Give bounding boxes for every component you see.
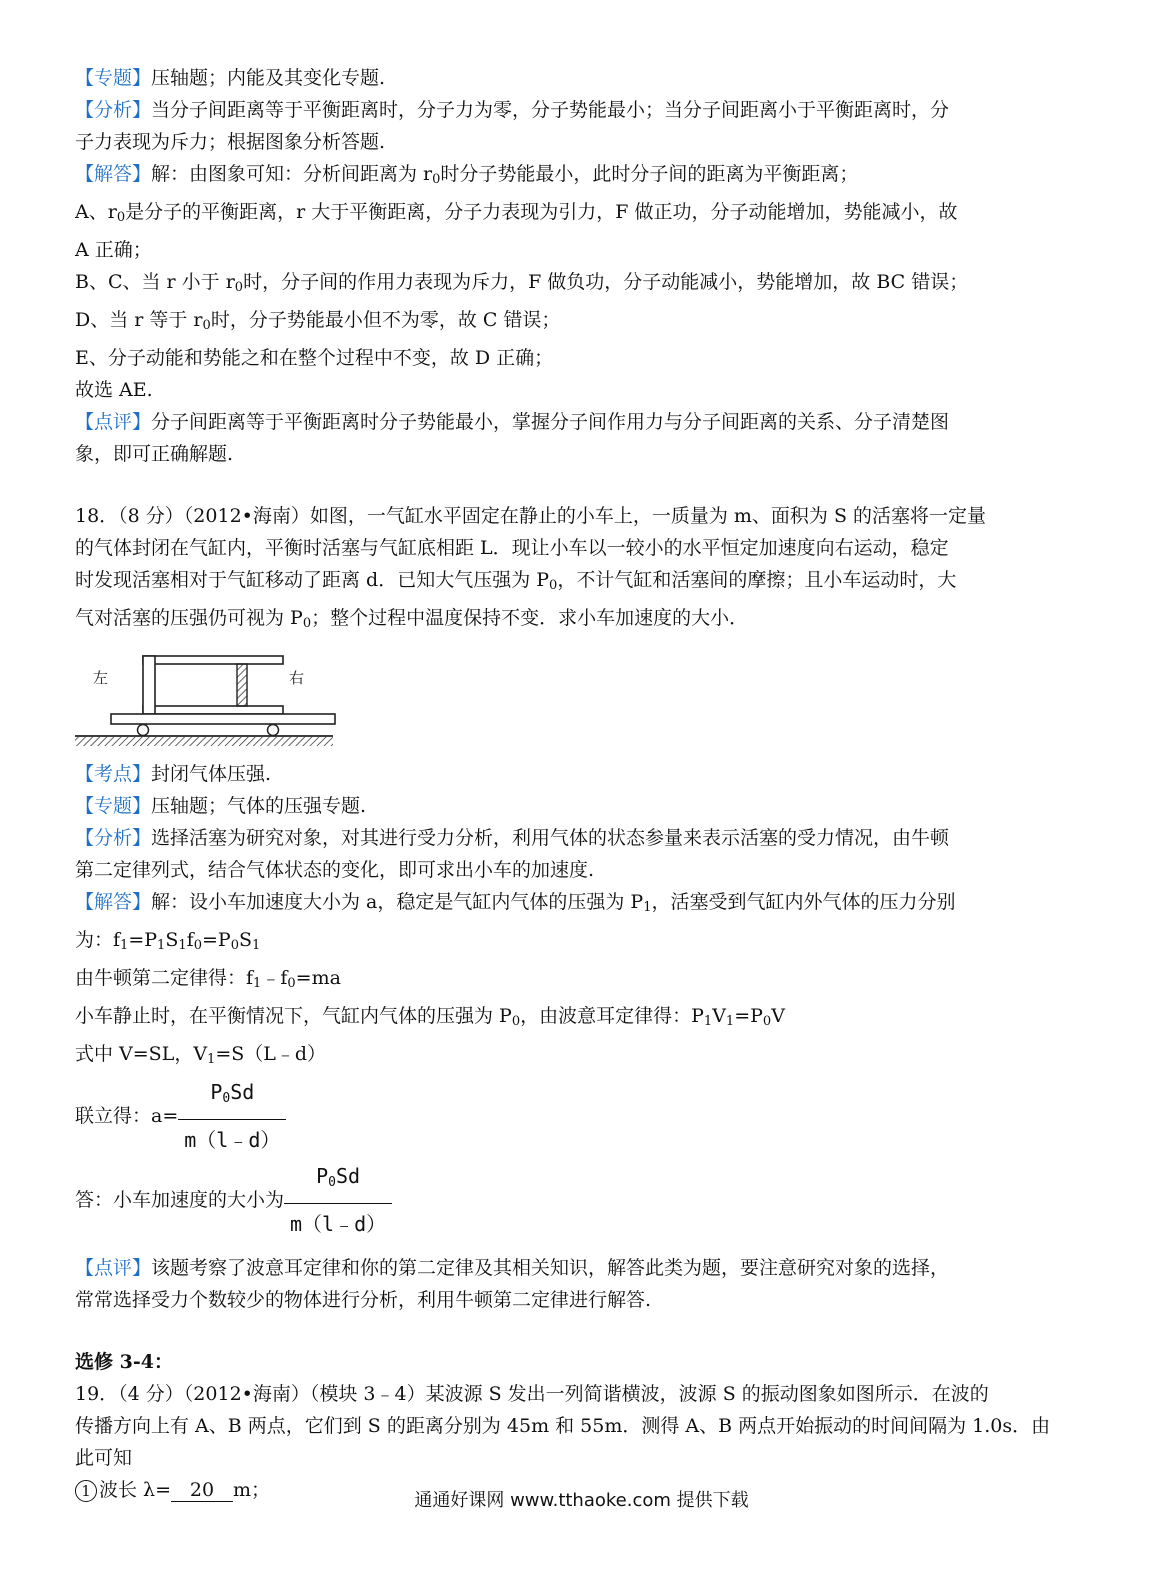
combined-result: 联立得：a= $\frac{P_0Sd}{m(l﹣d)}$ bbox=[75, 1076, 1085, 1156]
cylinder-cart-figure bbox=[75, 648, 345, 752]
final-answer: 答：小车加速度的大小为 $\frac{P_0Sd}{m(l﹣d)}$ bbox=[75, 1160, 1085, 1240]
tag-topic: 【专题】 bbox=[75, 67, 152, 89]
tag-point: 【考点】 bbox=[75, 763, 152, 785]
spacer bbox=[75, 470, 1085, 500]
wheel-left bbox=[138, 725, 149, 736]
section-heading: 选修 3-4： bbox=[75, 1351, 173, 1373]
text-line: A 正确； bbox=[75, 239, 152, 261]
zt-line: 【专题】压轴题；气体的压强专题. bbox=[75, 795, 367, 817]
fraction-numerator: $P_0Sd$ bbox=[178, 1075, 286, 1120]
cylinder-bottom-wall bbox=[143, 706, 283, 714]
text-line: D、当 r 等于 $r_0$时，分子势能最小但不为零，故 C 错误； bbox=[75, 309, 561, 333]
text-line: 象，即可正确解题. bbox=[75, 443, 234, 465]
tag-topic: 【专题】 bbox=[75, 795, 152, 817]
equation-line: 为：$f_1=P_1S_1f_0=P_0S_1$ bbox=[75, 929, 261, 953]
tag-analysis: 【分析】 bbox=[75, 99, 152, 121]
text-line: A、$r_0$是分子的平衡距离，r 大于平衡距离，分子力表现为引力，F 做正功，分子动能增加，势能减小，故 bbox=[75, 201, 958, 225]
kd-line: 【考点】封闭气体压强. bbox=[75, 763, 272, 785]
fx-line-1: 【分析】当分子间距离等于平衡距离时，分子力为零，分子势能最小；当分子间距离小于平衡距离时，分 bbox=[75, 99, 950, 121]
tag-answer: 【解答】 bbox=[75, 891, 152, 913]
jd-line-1: 【解答】解：由图象可知：分析间距离为 $r_0$时分子势能最小，此时分子间的距离为平衡距离； bbox=[75, 163, 859, 187]
tag-analysis: 【分析】 bbox=[75, 827, 152, 849]
tag-comment: 【点评】 bbox=[75, 411, 152, 433]
page-footer: 通通好课网 www.tthaoke.com 提供下载 bbox=[414, 1490, 749, 1511]
text-line: 故选 AE. bbox=[75, 379, 153, 401]
question-18-line: 18．（8 分）（2012•海南）如图，一气缸水平固定在静止的小车上，一质量为 m、面积为 S 的活塞将一定量 bbox=[75, 505, 987, 527]
cylinder-top-wall bbox=[143, 656, 283, 664]
text-line: 子力表现为斥力；根据图象分析答题. bbox=[75, 131, 386, 153]
fraction-denominator: m（l﹣d） bbox=[184, 1128, 281, 1152]
answer-blank: 20 bbox=[171, 1479, 233, 1502]
text-line: 常常选择受力个数较少的物体进行分析，利用牛顿第二定律进行解答. bbox=[75, 1289, 652, 1311]
question-18-line: 的气体封闭在气缸内，平衡时活塞与气缸底相距 L．现让小车以一较小的水平恒定加速度向右运动，稳定 bbox=[75, 537, 949, 559]
question-18-line: 气对活塞的压强仍可视为 $P_0$；整个过程中温度保持不变．求小车加速度的大小． bbox=[75, 607, 749, 631]
piston bbox=[237, 664, 247, 706]
question-19-line: 此可知 bbox=[75, 1447, 133, 1469]
tag-answer: 【解答】 bbox=[75, 163, 152, 185]
cylinder-base bbox=[143, 656, 155, 714]
question-19-line: 19．（4 分）（2012•海南）（模块 3﹣4）某波源 S 发出一列简谐横波，波源 S 的振动图象如图所示．在波的 bbox=[75, 1383, 989, 1405]
equation-line: 由牛顿第二定律得：$f_1﹣f_0=ma$ bbox=[75, 967, 341, 991]
spacer bbox=[75, 1316, 1085, 1346]
circled-number: 1 bbox=[75, 1480, 97, 1502]
fraction-denominator: m（l﹣d） bbox=[290, 1212, 387, 1236]
cart-platform bbox=[111, 714, 335, 724]
jd-line: 【解答】解：设小车加速度大小为 a，稳定是气缸内气体的压强为 $P_1$，活塞受到气缸内外气体的压力分别 bbox=[75, 891, 956, 915]
wheel-right bbox=[268, 725, 279, 736]
fraction-numerator: $P_0Sd$ bbox=[284, 1159, 392, 1204]
text-line: 第二定律列式，结合气体状态的变化，即可求出小车的加速度. bbox=[75, 859, 595, 881]
dp-line-1: 【点评】分子间距离等于平衡距离时分子势能最小，掌握分子间作用力与分子间距离的关系、分子清楚图 bbox=[75, 411, 950, 433]
fraction bbox=[178, 1075, 286, 1157]
zt-line-1: 【专题】压轴题；内能及其变化专题. bbox=[75, 67, 386, 89]
question-18-line: 时发现活塞相对于气缸移动了距离 d．已知大气压强为 $P_0$，不计气缸和活塞间的摩擦；且小车运动时，大 bbox=[75, 569, 957, 593]
cylinder-cart-svg bbox=[75, 648, 345, 752]
equation-line: 小车静止时，在平衡情况下，气缸内气体的压强为 $P_0$，由波意耳定律得：$P_1V_1=P_0V$ bbox=[75, 1005, 785, 1029]
question-19-answer-1: 1 波长 λ= 20 m； bbox=[75, 1474, 1085, 1506]
question-19-line: 传播方向上有 A、B 两点，它们到 S 的距离分别为 45m 和 55m．测得 A、B 两点开始振动的时间间隔为 1.0s．由 bbox=[75, 1415, 1051, 1437]
ground-hatch bbox=[75, 737, 333, 746]
dp-line: 【点评】该题考察了波意耳定律和你的第二定律及其相关知识，解答此类为题，要注意研究对象的选择， bbox=[75, 1257, 950, 1279]
label-right: 右 bbox=[289, 669, 305, 687]
text-line: E、分子动能和势能之和在整个过程中不变，故 D 正确； bbox=[75, 347, 554, 369]
equation-line: 式中 V=SL，$V_1=S(L﹣d)$ bbox=[75, 1043, 327, 1067]
text-line: B、C、当 r 小于 $r_0$时，分子间的作用力表现为斥力，F 做负功，分子动能减小，势能增加，故 BC 错误； bbox=[75, 271, 969, 295]
document-body bbox=[75, 62, 1085, 1506]
fraction bbox=[284, 1159, 392, 1241]
fx-line: 【分析】选择活塞为研究对象，对其进行受力分析，利用气体的状态参量来表示活塞的受力情况，由牛顿 bbox=[75, 827, 950, 849]
label-left: 左 bbox=[93, 669, 109, 687]
tag-comment: 【点评】 bbox=[75, 1257, 152, 1279]
